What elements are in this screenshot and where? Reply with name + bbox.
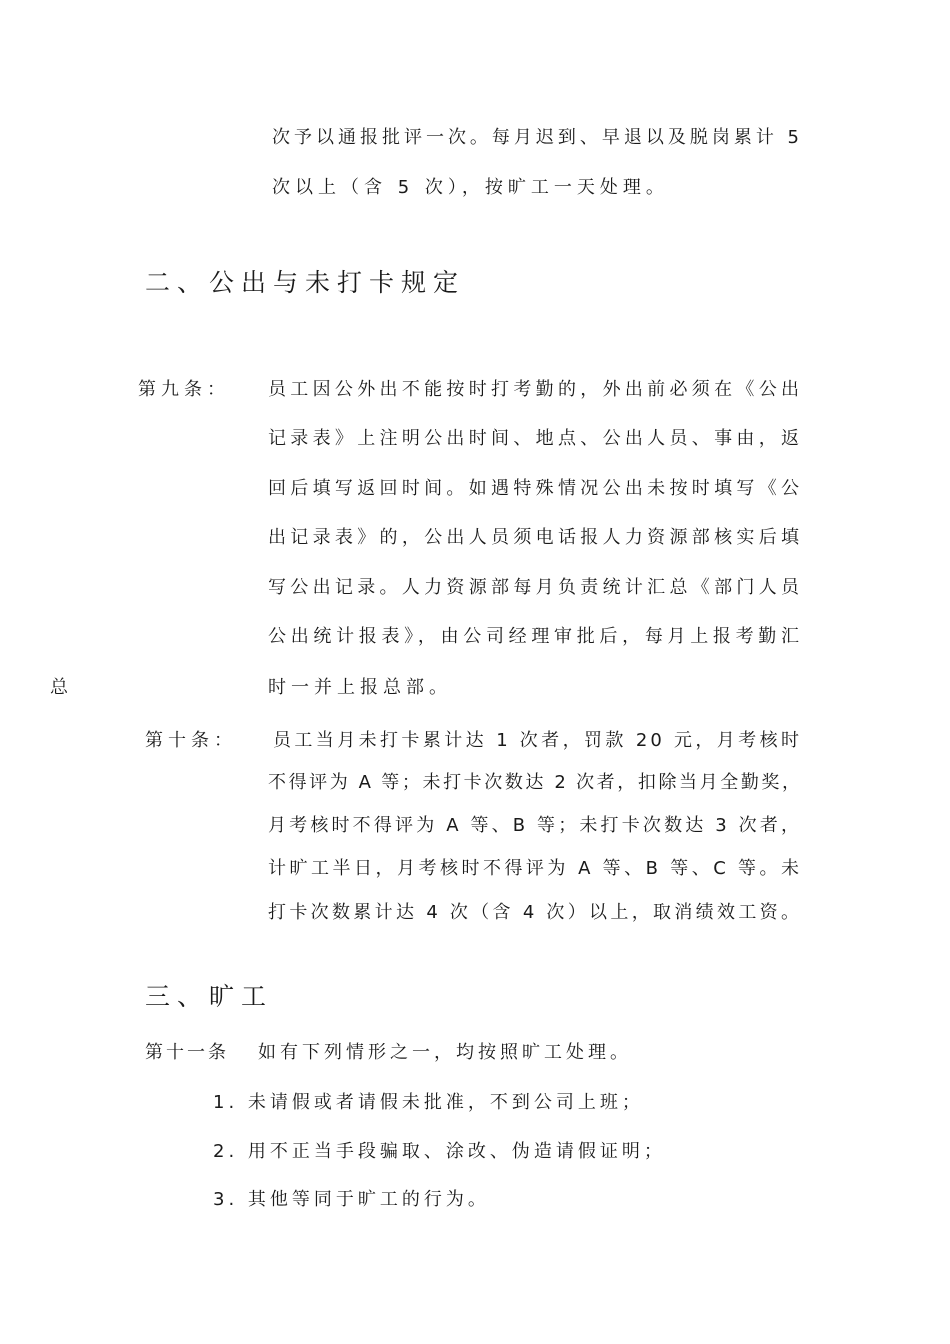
article-line: 月考核时不得评为 A 等、B 等；未打卡次数达 3 次者， xyxy=(268,815,802,836)
article-line: 记录表》上注明公出时间、地点、公出人员、事由，返 xyxy=(268,428,802,449)
article-text: 如有下列情形之一，均按照旷工处理。 xyxy=(258,1042,632,1063)
article-line: 打卡次数累计达 4 次（含 4 次）以上，取消绩效工资。 xyxy=(268,902,802,923)
article-line: 员工因公外出不能按时打考勤的，外出前必须在《公出 xyxy=(268,379,802,400)
article-line: 公出统计报表》，由公司经理审批后，每月上报考勤汇 xyxy=(268,626,802,647)
article-label: 第十一条 xyxy=(145,1042,229,1063)
article-line: 时一并上报总部。 xyxy=(268,677,452,698)
section-heading: 三、旷工 xyxy=(145,982,274,1011)
paragraph-line: 次予以通报批评一次。每月迟到、早退以及脱岗累计 5 xyxy=(272,127,802,148)
article-line: 不得评为 A 等；未打卡次数达 2 次者，扣除当月全勤奖， xyxy=(268,772,802,793)
list-item: 2. 用不正当手段骗取、涂改、伪造请假证明； xyxy=(213,1141,666,1162)
stray-character: 总 xyxy=(50,677,73,698)
article-line: 员工当月未打卡累计达 1 次者，罚款 20 元，月考核时 xyxy=(273,730,802,751)
article-line: 回后填写返回时间。如遇特殊情况公出未按时填写《公 xyxy=(268,478,802,499)
article-line: 出记录表》的，公出人员须电话报人力资源部核实后填 xyxy=(268,527,802,548)
article-line: 写公出记录。人力资源部每月负责统计汇总《部门人员 xyxy=(268,577,802,598)
list-item: 3. 其他等同于旷工的行为。 xyxy=(213,1189,490,1210)
article-line: 计旷工半日，月考核时不得评为 A 等、B 等、C 等。未 xyxy=(268,858,802,879)
section-heading: 二、公出与未打卡规定 xyxy=(145,268,466,297)
article-label: 第九条： xyxy=(138,379,230,400)
article-label: 第十条： xyxy=(145,730,237,751)
list-item: 1. 未请假或者请假未批准，不到公司上班； xyxy=(213,1092,644,1113)
paragraph-line: 次以上（含 5 次），按旷工一天处理。 xyxy=(272,177,669,198)
